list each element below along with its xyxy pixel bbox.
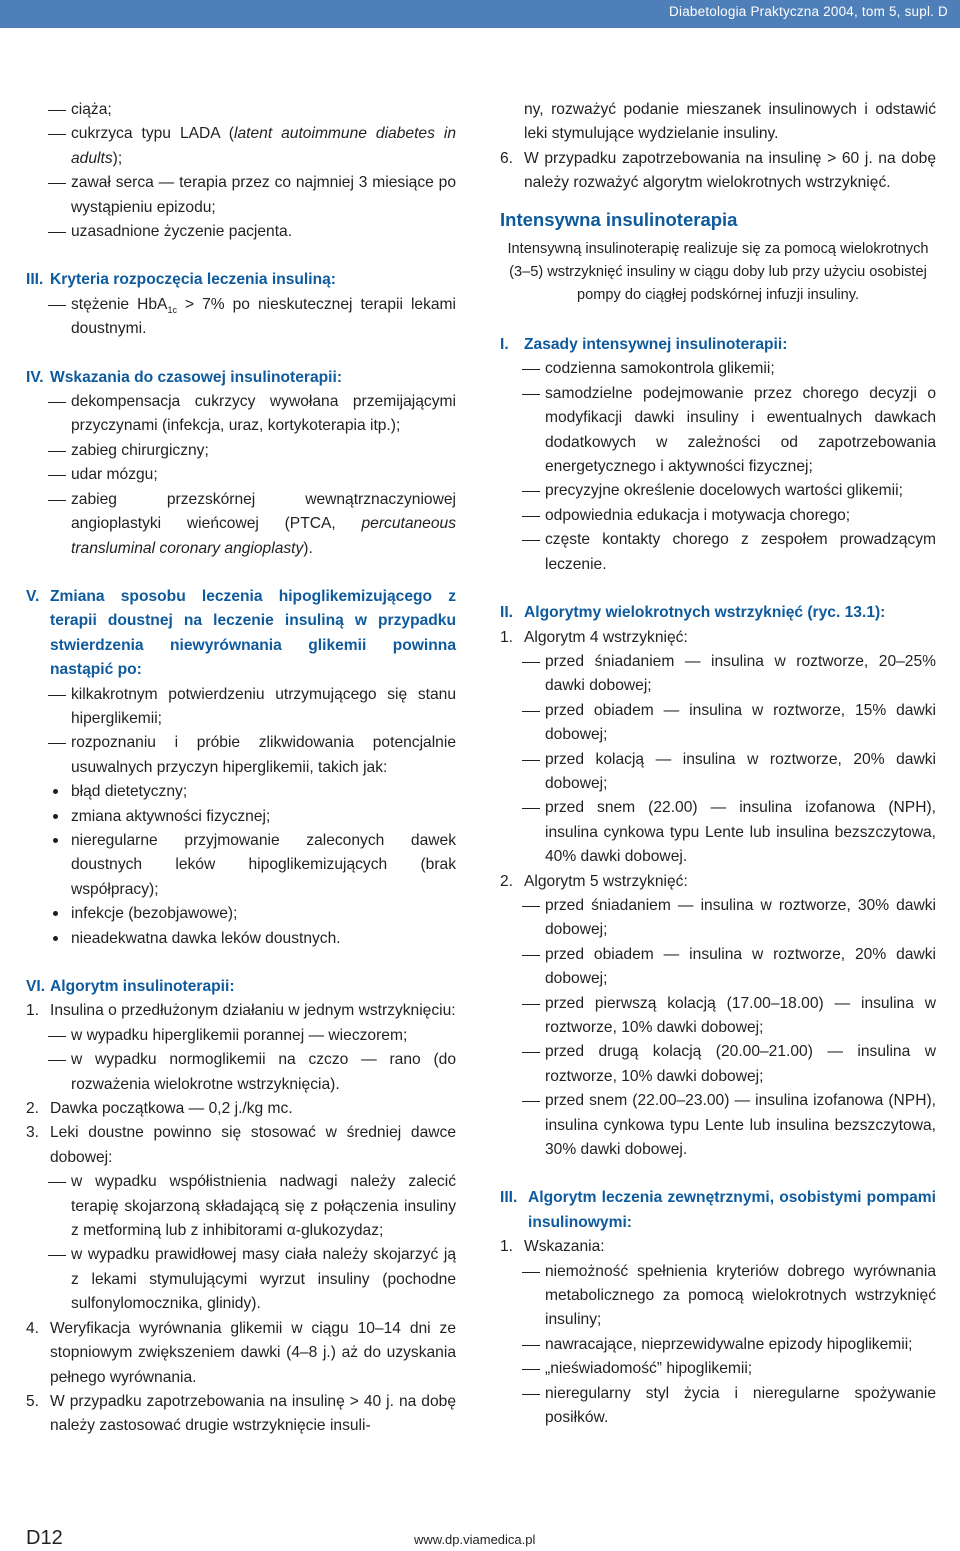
bullet-item: zmiana aktywności fizycznej; (26, 805, 456, 829)
list-item: w wypadku hiperglikemii porannej — wieczorem; (26, 1024, 456, 1048)
list-item: odpowiednia edukacja i motywacja chorego; (500, 504, 936, 528)
list-item: cukrzyca typu LADA (latent autoimmune diabetes in adults); (26, 122, 456, 171)
list-item: przed śniadaniem — insulina w roztworze, 20–25% dawki dobowej; (500, 650, 936, 699)
intro-paragraph: Intensywną insulinoterapię realizuje się za pomocą wielokrotnych (3–5) wstrzyknięć insuliny w ciągu doby lub przy użyciu osobistej pompy do ciągłej podskórnej infuzji insuliny. (507, 241, 929, 304)
bullet-item: infekcje (bezobjawowe); (26, 902, 456, 926)
list-item: „nieświadomość” hipoglikemii; (500, 1357, 936, 1381)
list-item: samodzielne podejmowanie przez chorego decyzji o modyfikacji dawki insuliny i ewentualnych dawkach dodatkowych w zależności od zapotrzebowania energetycznego i aktywności fizycznej; (500, 382, 936, 480)
section-heading: V. Zmiana sposobu leczenia hipoglikemizującego z terapii doustnej na leczenie insuliną w przypadku stwierdzenia niewyrównania glikemii powinna nastąpić po: (26, 587, 456, 679)
numbered-item: 1. Algorytm 4 wstrzyknięć: (500, 628, 688, 646)
page-number: D12 (26, 1527, 63, 1549)
list-item: nawracające, nieprzewidywalne epizody hipoglikemii; (500, 1333, 936, 1357)
list-item: w wypadku normoglikemii na czczo — rano (do rozważenia wielokrotne wstrzyknięcia). (26, 1048, 456, 1097)
header-bar (0, 0, 960, 28)
section-heading: VI. Algorytm insulinoterapii: (26, 978, 235, 995)
list-item: przed kolacją — insulina w roztworze, 20% dawki dobowej; (500, 748, 936, 797)
journal-header: Diabetologia Praktyczna 2004, tom 5, supl. D (669, 4, 948, 19)
list-item: przed snem (22.00–23.00) — insulina izofanowa (NPH), insulina cynkowa typu Lente lub insulina bezszczytowa, 30% dawki dobowej. (500, 1089, 936, 1162)
list-item: przed obiadem — insulina w roztworze, 15% dawki dobowej; (500, 699, 936, 748)
list-item: niemożność spełnienia kryteriów dobrego wyrównania metabolicznego za pomocą wielokrotnych wstrzyknięć insuliny; (500, 1260, 936, 1333)
numbered-item: 1. Wskazania: (500, 1238, 605, 1256)
list-item: rozpoznaniu i próbie zlikwidowania potencjalnie usuwalnych przyczyn hiperglikemii, takich jak: (26, 731, 456, 780)
list-item: przed pierwszą kolacją (17.00–18.00) — insulina w roztworze, 10% dawki dobowej; (500, 992, 936, 1041)
list-item: precyzyjne określenie docelowych wartości glikemii; (500, 479, 936, 503)
list-item: w wypadku prawidłowej masy ciała należy skojarzyć ją z lekami stymulującymi wyrzut insuliny (pochodne sulfonylomocznika, glinidy). (26, 1243, 456, 1316)
list-item: zabieg przezskórnej wewnątrznaczyniowej angioplastyki wieńcowej (PTCA, percutaneous transluminal coronary angioplasty). (26, 488, 456, 561)
list-item: dekompensacja cukrzycy wywołana przemijającymi przyczynami (infekcja, uraz, kortykoterapia itp.); (26, 390, 456, 439)
numbered-item: 1. Insulina o przedłużonym działaniu w jednym wstrzyknięciu: (26, 1002, 456, 1020)
list-item: w wypadku współistnienia nadwagi należy zalecić terapię skojarzoną składającą się z połączenia insuliny z metforminą lub z inhibitorami α-glukozydaz; (26, 1170, 456, 1243)
bullet-item: błąd dietetyczny; (26, 780, 456, 804)
bullet-item: nieadekwatna dawka leków doustnych. (26, 927, 456, 951)
continued-text: ny, rozważyć podanie mieszanek insulinowych i odstawić leki stymulujące wydzielanie insuliny. (524, 101, 936, 143)
list-item: przed obiadem — insulina w roztworze, 20% dawki dobowej; (500, 943, 936, 992)
section-heading: IV. Wskazania do czasowej insulinoterapii: (26, 368, 343, 386)
list-item: przed śniadaniem — insulina w roztworze, 30% dawki dobowej; (500, 894, 936, 943)
list-item: przed drugą kolacją (20.00–21.00) — insulina w roztworze, 10% dawki dobowej; (500, 1040, 936, 1089)
list-item: codzienna samokontrola glikemii; (500, 357, 936, 381)
list-item: nieregularny styl życia i nieregularne spożywanie posiłków. (500, 1382, 936, 1431)
list-item: uzasadnione życzenie pacjenta. (26, 220, 456, 244)
numbered-item: 2. Algorytm 5 wstrzyknięć: (500, 872, 688, 890)
list-item: kilkakrotnym potwierdzeniu utrzymującego się stanu hiperglikemii; (26, 683, 456, 732)
section-heading: III. Algorytm leczenia zewnętrznymi, osobistymi pompami insulinowymi: (500, 1189, 936, 1231)
numbered-item: 3. Leki doustne powinno się stosować w średniej dawce dobowej: (26, 1124, 456, 1166)
list-item: udar mózgu; (26, 463, 456, 487)
list-item: stężenie HbA$_{1c}$ > 7% po nieskutecznej terapii lekami doustnymi. (26, 293, 456, 342)
list-item: zawał serca — terapia przez co najmniej 3 miesiące po wystąpieniu epizodu; (26, 171, 456, 220)
list-item: ciąża; (26, 98, 456, 122)
footer-url[interactable]: www.dp.viamedica.pl (414, 1532, 536, 1547)
left-column (26, 98, 456, 1439)
right-column (500, 98, 936, 1431)
numbered-item: 4. Weryfikacja wyrównania glikemii w ciągu 10–14 dni ze stopniowym zwiększeniem dawki (4–8 j.) aż do uzyskania pełnego wyrównania. (26, 1319, 456, 1386)
numbered-item: 2. Dawka początkowa — 0,2 j./kg mc. (26, 1100, 293, 1118)
section-heading: I. Zasady intensywnej insulinoterapii: (500, 336, 788, 354)
list-item: zabieg chirurgiczny; (26, 439, 456, 463)
numbered-item: 5. W przypadku zapotrzebowania na insulinę > 40 j. na dobę należy zastosować drugie wstrzyknięcie insuli- (26, 1392, 456, 1435)
numbered-item: 6. W przypadku zapotrzebowania na insulinę > 60 j. na dobę należy rozważyć algorytm wielokrotnych wstrzyknięć. (500, 149, 936, 192)
section-heading: III. Kryteria rozpoczęcia leczenia insuliną: (26, 271, 336, 289)
section-heading: II. Algorytmy wielokrotnych wstrzyknięć (ryc. 13.1): (500, 604, 886, 622)
bullet-item: nieregularne przyjmowanie zaleconych dawek doustnych leków hipoglikemizujących (brak współpracy); (26, 829, 456, 902)
list-item: częste kontakty chorego z zespołem prowadzącym leczenie. (500, 528, 936, 577)
list-item: przed snem (22.00) — insulina izofanowa (NPH), insulina cynkowa typu Lente lub insulina bezszczytowa, 40% dawki dobowej. (500, 796, 936, 869)
section-title: Intensywna insulinoterapia (500, 208, 738, 230)
